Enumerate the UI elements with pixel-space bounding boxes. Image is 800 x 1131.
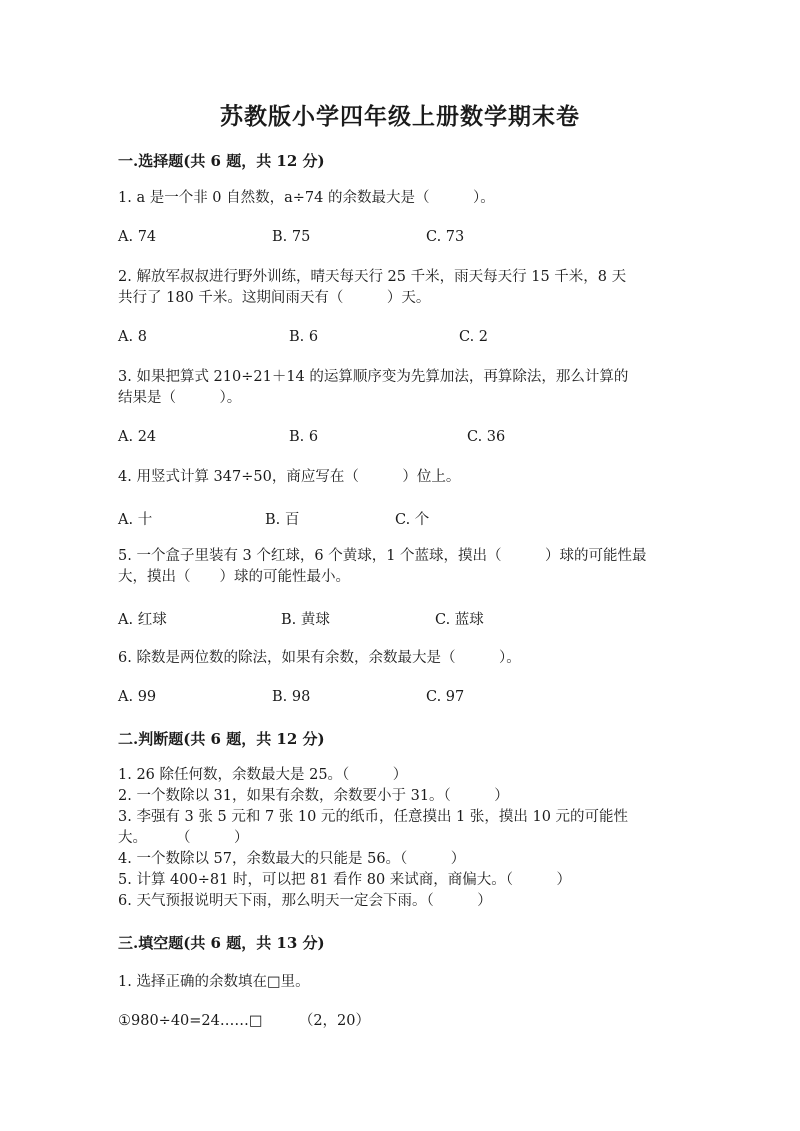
question-choice-1 — [118, 188, 678, 209]
section-heading-fill: 三.填空题(共 6 题，共 13 分) — [118, 934, 325, 952]
question-text: 1. a 是一个非 0 自然数，a÷74 的余数最大是（ ）。 — [118, 190, 495, 206]
option-a: A. 十 — [118, 512, 153, 528]
option-a: A. 红球 — [118, 612, 167, 628]
option-c: C. 个 — [395, 512, 430, 528]
judge-item-2: 2. 一个数除以 31，如果有余数，余数要小于 31。（ ） — [118, 788, 509, 804]
option-a: A. 24 — [118, 429, 157, 445]
question-text-line-1: 2. 解放军叔叔进行野外训练，晴天每天行 25 千米，雨天每天行 15 千米，8 天 — [118, 269, 627, 285]
question-text-line-2: 共行了 180 千米。这期间雨天有（ ）天。 — [118, 290, 431, 306]
fill-question-1-sub-1: ①980÷40=24……□ （2，20） — [118, 1013, 371, 1029]
option-a: A. 74 — [118, 229, 157, 245]
question-choice-2 — [118, 267, 678, 309]
option-c: C. 97 — [426, 689, 465, 705]
question-text: 4. 用竖式计算 347÷50，商应写在（ ）位上。 — [118, 469, 461, 485]
exam-title: 苏教版小学四年级上册数学期末卷 — [220, 103, 580, 130]
option-c: C. 2 — [459, 329, 489, 345]
option-b: B. 黄球 — [281, 612, 330, 628]
option-b: B. 75 — [272, 229, 311, 245]
option-c: C. 73 — [426, 229, 465, 245]
question-choice-6 — [118, 648, 678, 669]
judge-item-3-line-1: 3. 李强有 3 张 5 元和 7 张 10 元的纸币，任意摸出 1 张，摸出 10 元的可能性 — [118, 809, 629, 825]
option-b: B. 6 — [289, 429, 319, 445]
judge-item-6: 6. 天气预报说明天下雨，那么明天一定会下雨。（ ） — [118, 893, 492, 909]
judge-item-1: 1. 26 除任何数，余数最大是 25。（ ） — [118, 767, 408, 783]
question-text-line-1: 5. 一个盒子里装有 3 个红球，6 个黄球，1 个蓝球，摸出（ ）球的可能性最 — [118, 548, 647, 564]
question-choice-4 — [118, 467, 678, 488]
judge-item-4: 4. 一个数除以 57，余数最大的只能是 56。（ ） — [118, 851, 466, 867]
question-text-line-2: 结果是（ ）。 — [118, 390, 242, 406]
option-c: C. 36 — [467, 429, 506, 445]
option-c: C. 蓝球 — [435, 612, 484, 628]
judge-item-5: 5. 计算 400÷81 时，可以把 81 看作 80 来试商，商偏大。（ ） — [118, 872, 572, 888]
question-choice-3 — [118, 367, 678, 409]
section-heading-judge: 二.判断题(共 6 题，共 12 分) — [118, 730, 325, 748]
fill-question-1: 1. 选择正确的余数填在□里。 — [118, 974, 310, 990]
option-a: A. 99 — [118, 689, 157, 705]
question-text-line-2: 大，摸出（ ）球的可能性最小。 — [118, 569, 350, 585]
question-choice-5 — [118, 546, 678, 588]
question-text: 6. 除数是两位数的除法，如果有余数，余数最大是（ ）。 — [118, 650, 521, 666]
option-b: B. 百 — [265, 512, 300, 528]
section-heading-choice: 一.选择题(共 6 题，共 12 分) — [118, 152, 325, 170]
option-b: B. 98 — [272, 689, 311, 705]
option-b: B. 6 — [289, 329, 319, 345]
question-text-line-1: 3. 如果把算式 210÷21＋14 的运算顺序变为先算加法，再算除法，那么计算的 — [118, 369, 629, 385]
option-a: A. 8 — [118, 329, 147, 345]
judge-item-3-line-2: 大。 （ ） — [118, 830, 249, 846]
